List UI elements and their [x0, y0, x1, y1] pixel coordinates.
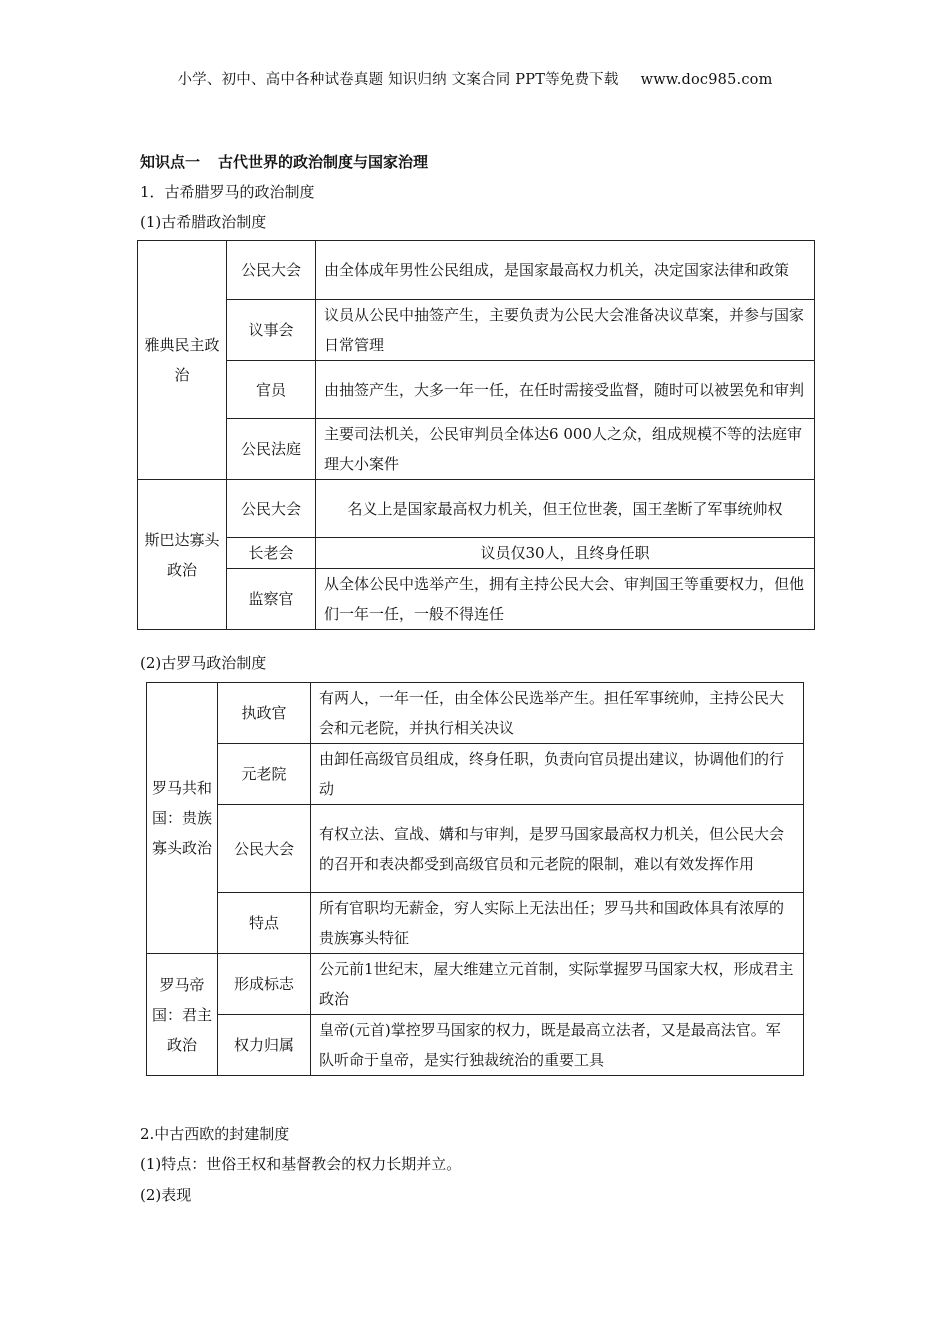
table-row-desc: 所有官职均无薪金，穷人实际上无法出任；罗马共和国政体具有浓厚的贵族寡头特征	[311, 893, 804, 954]
table-row-desc: 有权立法、宣战、媾和与审判，是罗马国家最高权力机关，但公民大会的召开和表决都受到高级官员和元老院的限制，难以有效发挥作用	[311, 805, 804, 893]
item2-expression: (2)表现	[140, 1186, 192, 1204]
page-header	[0, 68, 950, 89]
table-row-name: 执政官	[218, 683, 311, 744]
table-row-desc: 由卸任高级官员组成，终身任职，负责向官员提出建议，协调他们的行动	[311, 744, 804, 805]
table-row-desc: 有两人，一年一任，由全体公民选举产生。担任军事统帅，主持公民大会和元老院，并执行相关决议	[311, 683, 804, 744]
table-row-name: 官员	[227, 361, 316, 419]
table-row-desc: 议员从公民中抽签产生，主要负责为公民大会准备决议草案，并参与国家日常管理	[316, 300, 815, 361]
table-row-desc: 名义上是国家最高权力机关，但王位世袭，国王垄断了军事统帅权	[316, 480, 815, 538]
header-left-text: 小学、初中、高中各种试卷真题 知识归纳 文案合同 PPT等免费下载	[177, 72, 619, 88]
table-row-desc: 主要司法机关，公民审判员全体达6 000人之众，组成规模不等的法庭审理大小案件	[316, 419, 815, 480]
item2-title: 2.中古西欧的封建制度	[140, 1125, 290, 1143]
table-row-name: 公民大会	[227, 480, 316, 538]
table-row-desc: 由抽签产生，大多一年一任，在任时需接受监督，随时可以被罢免和审判	[316, 361, 815, 419]
table-row-desc: 议员仅30人，且终身任职	[316, 538, 815, 569]
republic-category: 罗马共和国：贵族寡头政治	[147, 683, 218, 954]
table-row-name: 议事会	[227, 300, 316, 361]
table-row-name: 公民法庭	[227, 419, 316, 480]
table-row-name: 公民大会	[218, 805, 311, 893]
table-row-name: 监察官	[227, 569, 316, 630]
table-row-name: 形成标志	[218, 954, 311, 1015]
sparta-category: 斯巴达寡头政治	[138, 480, 227, 630]
table-row-name: 特点	[218, 893, 311, 954]
table-row-desc: 从全体公民中选举产生，拥有主持公民大会、审判国王等重要权力，但他们一年一任，一般不得连任	[316, 569, 815, 630]
table-row-name: 权力归属	[218, 1015, 311, 1076]
item1-title: 1．古希腊罗马的政治制度	[140, 183, 315, 201]
table-row-desc: 公元前1世纪末，屋大维建立元首制，实际掌握罗马国家大权，形成君主政治	[311, 954, 804, 1015]
greece-subtitle: (1)古希腊政治制度	[140, 213, 267, 231]
table-row-name: 长老会	[227, 538, 316, 569]
athens-category: 雅典民主政治	[138, 241, 227, 480]
header-url: www.doc985.com	[640, 72, 773, 88]
table-row-desc: 皇帝(元首)掌控罗马国家的权力，既是最高立法者，又是最高法官。军队听命于皇帝，是实行独裁统治的重要工具	[311, 1015, 804, 1076]
section-heading: 古代世界的政治制度与国家治理	[218, 153, 429, 171]
table-row-name: 公民大会	[227, 241, 316, 300]
table-row-desc: 由全体成年男性公民组成，是国家最高权力机关，决定国家法律和政策	[316, 241, 815, 300]
greece-table	[137, 240, 815, 630]
section-title	[140, 151, 428, 172]
rome-table	[146, 682, 804, 1076]
empire-category: 罗马帝国：君主政治	[147, 954, 218, 1076]
rome-subtitle: (2)古罗马政治制度	[140, 654, 267, 672]
item2-feature: (1)特点：世俗王权和基督教会的权力长期并立。	[140, 1155, 462, 1173]
table-row-name: 元老院	[218, 744, 311, 805]
section-number: 知识点一	[140, 153, 201, 171]
